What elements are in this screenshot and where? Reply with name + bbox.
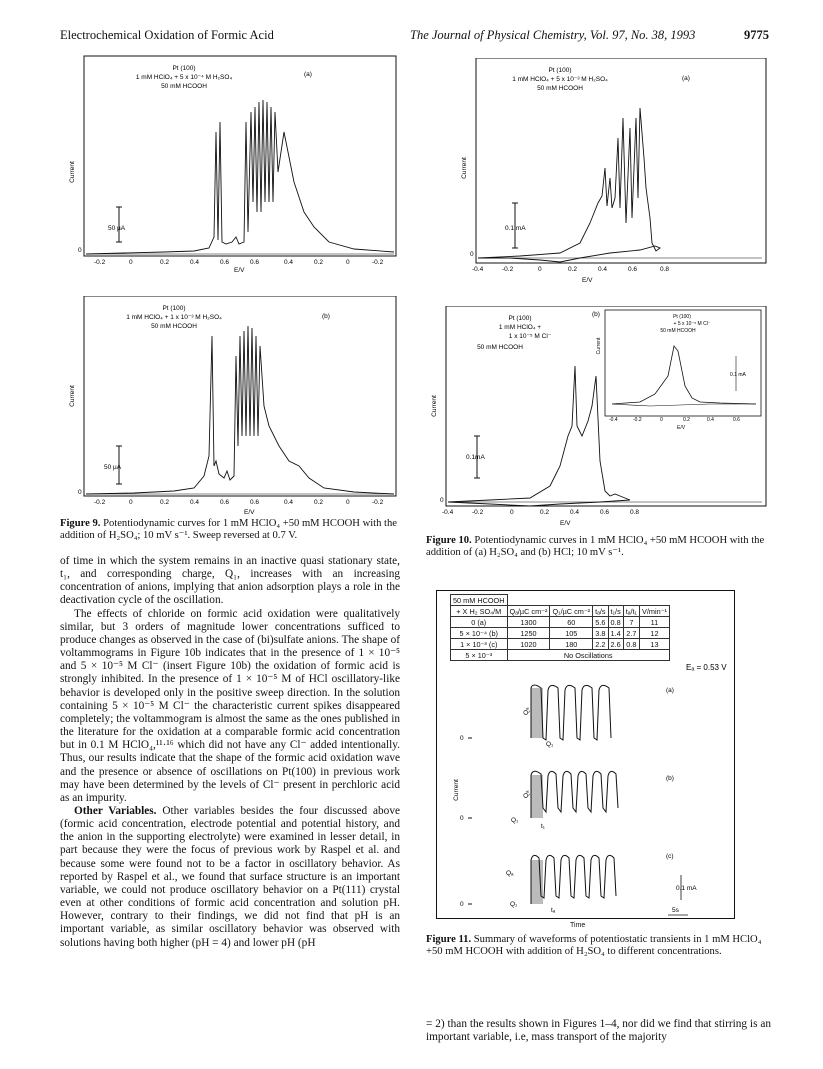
f9a-tick: 0.2 — [314, 259, 324, 266]
f9a-tick: 0.6 — [250, 259, 260, 266]
f11-ta: tₐ — [551, 907, 556, 914]
f9b-tick: 0 — [129, 499, 133, 506]
table-cell: 180 — [550, 639, 593, 650]
f10b-scale-label: 0.1mA — [466, 454, 485, 461]
f9a-tick: 0.2 — [160, 259, 170, 266]
f11-ylabel: Current — [453, 779, 460, 801]
f10a-tick: 0 — [538, 266, 542, 273]
f10b-tick: 0.4 — [570, 509, 580, 516]
f11-q1: Q₁ — [546, 741, 554, 748]
f9b-tick: 0.6 — [250, 499, 260, 506]
f9b-xlabel: E/V — [244, 509, 255, 516]
f10b-tick: 0.2 — [540, 509, 550, 516]
f11-q1: Q₁ — [511, 817, 519, 824]
figure-9b — [64, 296, 399, 518]
f11-qa: Qₐ — [506, 870, 514, 877]
table-cell: 5.6 — [593, 617, 608, 628]
f9a-label1: Pt (100) — [172, 65, 196, 72]
f10b-tick: 0.8 — [630, 509, 640, 516]
f11-t1: t₁ — [541, 823, 545, 830]
paragraph: of time in which the system remains in an inactive quasi stationary state, t₁, and corresponding charge, Q₁, increases with an increasing concentration of anions, implying that anion adsorption plays a role in the deactivation cycle of the oscillation. — [60, 555, 400, 607]
paragraph-other-variables — [60, 805, 400, 950]
table-header: Q₁/µC cm⁻² — [550, 606, 593, 617]
f11-zero: 0 — [460, 901, 464, 908]
figure-10a — [460, 58, 770, 293]
f10b-inset — [596, 310, 761, 416]
inset-label1: Pt (100) — [673, 314, 691, 320]
table-cell: 12 — [639, 628, 669, 639]
f9a-ylabel: Current — [69, 161, 76, 183]
f10a-tick: 0.2 — [568, 266, 578, 273]
running-header-left: Electrochemical Oxidation of Formic Acid — [60, 28, 274, 42]
f9a-curve — [86, 100, 394, 254]
f10b-label2: 1 mM HClO₄ + — [498, 324, 542, 331]
inset-label2: + 5 x 10⁻⁵ M Cl⁻ — [673, 321, 711, 327]
f9b-tick: 0 — [346, 499, 350, 506]
figure-10-label: Figure 10. — [426, 535, 472, 546]
f10b-xlabel: E/V — [560, 520, 571, 527]
f9a-tick: 0.6 — [220, 259, 230, 266]
table-header: Qₐ/µC cm⁻² — [507, 606, 550, 617]
f10a-tick: -0.2 — [502, 266, 514, 273]
table-row — [451, 617, 670, 628]
table-cell: 0 (a) — [451, 617, 508, 628]
f9b-tick: 0.4 — [284, 499, 294, 506]
f9b-label1: Pt (100) — [162, 305, 186, 312]
running-header-journal: The Journal of Physical Chemistry, Vol. 97, No. 38, 1993 — [410, 28, 696, 42]
inset-tick: 0.4 — [707, 417, 714, 423]
f10a-xlabel: E/V — [582, 277, 593, 284]
f9a-label3: 50 mM HCOOH — [161, 83, 207, 90]
f10b-zero: 0 — [440, 497, 444, 504]
table-cell: 13 — [639, 639, 669, 650]
f9a-zero: 0 — [78, 247, 82, 254]
inset-tick: -0.2 — [633, 417, 642, 423]
f10a-label3: 50 mM HCOOH — [537, 85, 583, 92]
f9b-tick: 0.4 — [190, 499, 200, 506]
table-cell: 1.4 — [608, 628, 623, 639]
table-cell: 2.6 — [608, 639, 623, 650]
f11-zero: 0 — [460, 735, 464, 742]
f9a-scale-label: 50 µA — [108, 225, 126, 232]
paragraph-text: Other variables besides the four discussed above (formic acid concentration, electrode potential and potential history, and the anion in the supporting electrolyte) were examined in lesser detail, in part because they were the focus of previous work by Raspel et al. and because some were found not to be a factor in oscillatory behavior. As reported by Raspel et al., we found that surface structure is an important variable, we could not produce oscillatory behavior on a Pt(111) crystal even at other conditions of formic acid concentration and solution pH. However, contrary to their findings, we did not find that pH is an important variable, as similar oscillatory behavior was observed with solutions having both higher (pH = 4) and lower pH (pH — [60, 804, 400, 949]
f9b-scale-label: 50 µA — [104, 464, 122, 471]
f11-trace-b — [531, 771, 618, 818]
f10a-tick: 0.4 — [598, 266, 608, 273]
f10a-tick: 0.8 — [660, 266, 670, 273]
f11-c: (c) — [666, 853, 674, 860]
inset-scale-label: 0.1 mA — [730, 372, 746, 378]
f9a-tick: 0 — [129, 259, 133, 266]
f10a-ylabel: Current — [461, 157, 468, 179]
f10b-label3: 1 x 10⁻⁵ M Cl⁻ — [508, 333, 552, 340]
figure-9-label: Figure 9. — [60, 518, 101, 529]
f11-q1: Q₁ — [510, 901, 518, 908]
f10a-tick: -0.4 — [472, 266, 484, 273]
f10a-zero: 0 — [470, 251, 474, 258]
inset-xlabel: E/V — [677, 425, 686, 431]
figure-11-label: Figure 11. — [426, 934, 472, 945]
f10a-tick: 0.6 — [628, 266, 638, 273]
table-cell: 7 — [623, 617, 639, 628]
f9b-tick: -0.2 — [372, 499, 384, 506]
f11-qa: Qₐ — [523, 790, 530, 798]
table-cell: 1020 — [507, 639, 550, 650]
f9b-tag: (b) — [322, 313, 330, 320]
f9b-zero: 0 — [78, 489, 82, 496]
f9b-tick: 0.2 — [160, 499, 170, 506]
figure-9-caption-text: Potentiodynamic curves for 1 mM HClO₄ +50 mM HCOOH with the addition of H₂SO₄; 10 mV s⁻¹. Sweep reversed at 0.7 V. — [60, 518, 397, 541]
inset-tick: 0.2 — [683, 417, 690, 423]
inset-tick: 0.6 — [733, 417, 740, 423]
f10b-tag: (b) — [592, 311, 600, 318]
f10b-tick: -0.4 — [442, 509, 454, 516]
table-cell: 105 — [550, 628, 593, 639]
figure-11-caption — [426, 934, 774, 958]
table-cell: 5 × 10⁻³ — [451, 650, 508, 661]
f10b-label1: Pt (100) — [508, 315, 532, 322]
f11-scale-label: 0.1 mA — [676, 885, 697, 892]
f11-time-scale: 5s — [672, 907, 679, 914]
f9a-tick: -0.2 — [94, 259, 106, 266]
figure-11-caption-text: Summary of waveforms of potentiostatic transients in 1 mM HClO₄ +50 mM HCOOH with addition of H₂SO₄ to different concentrations. — [426, 934, 762, 957]
f11-qa-shade — [531, 860, 543, 904]
figure-9-caption — [60, 518, 400, 542]
f9a-tick: 0.4 — [190, 259, 200, 266]
paragraph: The effects of chloride on formic acid oxidation were qualitatively similar, but 3 orders of magnitude lower concentrations sufficed to produce changes as observed in the case of (bi)sulfate anions. The shape of voltammograms in Figure 10b indicates that in the presence of 1 × 10⁻⁵ and 5 × 10⁻⁵ M Cl⁻ (insert Figure 10b) the oxidation of formic acid is strongly inhibited. In the presence of 1 × 10⁻⁵ M of HCl oscillatory-like behavior is developed only in the positive sweep direction. In the solution containing 5 × 10⁻⁵ M Cl⁻ the characteristic current spikes disappeared completely; the voltammogram is almost the same as the ones published in the literature for the oxidation at a comparable formic acid concentration but in 0.1 M HClO₄,¹¹·¹⁶ which did not have any Cl⁻ added intentionally. Thus, our results indicate that the shape of the formic acid oxidation wave and the presence or absence of oscillations on Pt(100) in previous work may have been determined by the levels of Cl⁻ present in perchloric acid as an impurity. — [60, 607, 400, 804]
table-header: + X H₂ SO₄/M — [451, 606, 508, 617]
f10a-label1: Pt (100) — [548, 67, 572, 74]
f10b-tick: 0 — [510, 509, 514, 516]
f9b-tick: 0.2 — [314, 499, 324, 506]
f11-qa: Qₐ — [523, 707, 530, 715]
table-row — [451, 628, 670, 639]
f9a-label2: 1 mM HClO₄ + 5 x 10⁻⁴ M H₂SO₄ — [135, 74, 233, 81]
f10b-ylabel: Current — [431, 395, 438, 417]
f11-b: (b) — [666, 775, 674, 782]
table-header: V/min⁻¹ — [639, 606, 669, 617]
table-row — [451, 639, 670, 650]
f10a-curve — [478, 108, 660, 262]
f9b-curve — [86, 326, 394, 494]
body-text-left — [60, 555, 400, 950]
inset-tick: -0.4 — [609, 417, 618, 423]
section-heading: Other Variables. — [74, 804, 157, 817]
figure-10-caption — [426, 535, 774, 559]
figure-9a — [64, 52, 399, 274]
inset-ylabel: Current — [596, 337, 602, 355]
table-cell: 3.8 — [593, 628, 608, 639]
f10a-tag: (a) — [682, 75, 690, 82]
table-cell: 1 × 10⁻³ (c) — [451, 639, 508, 650]
table-cell: No Oscillations — [507, 650, 669, 661]
page-number: 9775 — [744, 28, 769, 42]
inset-tick: 0 — [660, 417, 663, 423]
f11-xlabel: Time — [570, 922, 586, 929]
f9a-tick: -0.2 — [372, 259, 384, 266]
f9b-tick: -0.2 — [94, 499, 106, 506]
f9a-xlabel: E/V — [234, 267, 245, 274]
figure-11-waveforms — [436, 660, 736, 922]
f9a-tick: 0 — [346, 259, 350, 266]
inset-label3: 50 mM HCOOH — [660, 328, 696, 334]
table-header: 50 mM HCOOH — [451, 595, 508, 606]
f11-zero: 0 — [460, 815, 464, 822]
table-cell: 11 — [639, 617, 669, 628]
table-cell: 1250 — [507, 628, 550, 639]
table-cell: 60 — [550, 617, 593, 628]
body-text-right: = 2) than the results shown in Figures 1–4, nor did we find that stirring is an important variable, i.e, mass transport of the majority — [426, 1018, 771, 1044]
f9a-tag: (a) — [304, 71, 312, 78]
f11-ea: Eₐ = 0.53 V — [686, 663, 727, 672]
table-cell: 0.8 — [608, 617, 623, 628]
f9b-label3: 50 mM HCOOH — [151, 323, 197, 330]
table-cell: 1300 — [507, 617, 550, 628]
table-header: tₐ/t₁ — [623, 606, 639, 617]
f10b-label4: 50 mM HCOOH — [477, 344, 523, 351]
f9b-label2: 1 mM HClO₄ + 1 x 10⁻³ M H₂SO₄ — [126, 314, 222, 321]
f10b-tick: -0.2 — [472, 509, 484, 516]
table-header: t₁/s — [608, 606, 623, 617]
f9a-tick: 0.4 — [284, 259, 294, 266]
f9b-ylabel: Current — [69, 385, 76, 407]
figure-11-table — [450, 594, 670, 661]
f11-a: (a) — [666, 687, 674, 694]
figure-10b — [430, 306, 770, 527]
f11-trace-c — [531, 855, 616, 904]
f10b-tick: 0.6 — [600, 509, 610, 516]
f10a-scale-label: 0.1 mA — [505, 225, 526, 232]
f9b-tick: 0.6 — [220, 499, 230, 506]
table-cell: 5 × 10⁻⁴ (b) — [451, 628, 508, 639]
table-cell: 0.8 — [623, 639, 639, 650]
table-header: tₐ/s — [593, 606, 608, 617]
table-cell: 2.2 — [593, 639, 608, 650]
figure-10-caption-text: Potentiodynamic curves in 1 mM HClO₄ +50 mM HCOOH with the addition of (a) H₂SO₄ and (b) HCl; 10 mV s⁻¹. — [426, 535, 765, 558]
f10a-label2: 1 mM HClO₄ + 5 x 10⁻³ M H₂SO₄ — [512, 76, 608, 83]
table-row — [451, 650, 670, 661]
table-cell: 2.7 — [623, 628, 639, 639]
